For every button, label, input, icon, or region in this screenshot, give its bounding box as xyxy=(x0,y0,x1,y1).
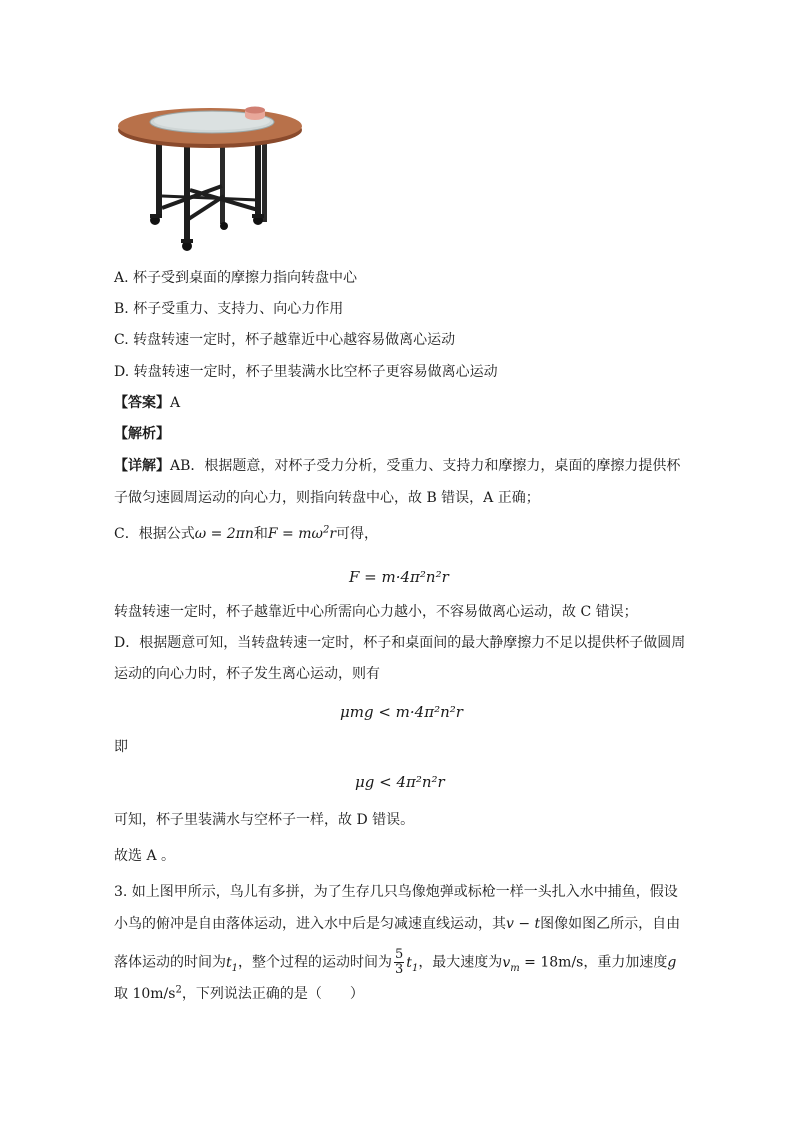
q3-vt-symbol: v − t xyxy=(506,916,541,932)
formula-force-b: r xyxy=(329,526,337,542)
q3-line4-sup: 2 xyxy=(175,984,182,996)
detail-c-suffix: 可得， xyxy=(336,526,379,542)
q3-g-symbol: g xyxy=(667,954,677,971)
detail-c-line xyxy=(114,524,378,544)
question3-line-3 xyxy=(114,948,676,977)
detail-line-2: 子做匀速圆周运动的向心力，则指向转盘中心，故 B 错误，A 正确； xyxy=(114,490,540,506)
detail-c-prefix: C．根据公式 xyxy=(114,526,195,542)
turntable-table-image xyxy=(112,100,307,252)
question3-line-2 xyxy=(114,914,680,934)
q3-line2-a: 小鸟的俯冲是自由落体运动，进入水中后是匀减速直线运动，其 xyxy=(114,916,506,932)
equation-2: μmg < m·4π²n²r xyxy=(340,703,463,721)
q3-t1-symbol xyxy=(226,954,239,974)
detail-line-1 xyxy=(114,456,680,476)
detail-d-line-2: 运动的向心力时，杯子发生离心运动，则有 xyxy=(114,666,380,682)
ji-word: 即 xyxy=(114,739,128,755)
q3-t1-sub: 1 xyxy=(231,962,239,974)
option-d: D. 转盘转速一定时，杯子里装满水比空杯子更容易做离心运动 xyxy=(114,364,498,380)
formula-force-a: F = mω xyxy=(267,526,323,542)
answer-line xyxy=(114,393,180,413)
question3-line-1: 3. 如上图甲所示，鸟儿有多拼，为了生存几只鸟像炮弹或标枪一样一头扎入水中捕鱼，假设 xyxy=(114,884,678,900)
detail-tag: 【详解】 xyxy=(114,458,170,474)
equation-1: F = m·4π²n²r xyxy=(349,568,449,586)
question3-line-4 xyxy=(114,984,364,1004)
analysis-tag-text: 【解析】 xyxy=(114,426,170,442)
answer-tag: 【答案】 xyxy=(114,395,170,411)
detail-d-line-1: D．根据题意可知，当转盘转速一定时，杯子和桌面间的最大静摩擦力不足以提供杯子做圆周 xyxy=(114,635,686,651)
q3-fraction-numerator: 5 xyxy=(395,947,404,962)
q3-t1-base: t xyxy=(226,954,232,971)
detail-c-conclusion: 转盘转速一定时，杯子越靠近中心所需向心力越小，不容易做离心运动，故 C 错误； xyxy=(114,604,638,620)
q3-line2-b: 图像如图乙所示，自由 xyxy=(540,916,681,932)
q3-line4-b: ，下列说法正确的是（ ） xyxy=(181,986,364,1002)
q3-fraction xyxy=(394,948,404,977)
q3-vm-sub: m xyxy=(510,962,520,974)
q3-t1b-symbol xyxy=(406,954,419,974)
detail-ab-text: AB．根据题意，对杯子受力分析，受重力、支持力和摩擦力，桌面的摩擦力提供杯 xyxy=(170,458,681,474)
equation-3: μg < 4π²n²r xyxy=(355,773,445,791)
option-b: B. 杯子受重力、支持力、向心力作用 xyxy=(114,301,344,317)
formula-force xyxy=(268,526,336,542)
formula-force-sup: 2 xyxy=(322,524,330,536)
answer-value: A xyxy=(170,395,181,411)
detail-d-conclusion: 可知，杯子里装满水与空杯子一样，故 D 错误。 xyxy=(114,812,415,828)
option-c: C. 转盘转速一定时，杯子越靠近中心越容易做离心运动 xyxy=(114,332,456,348)
q3-vm-value: = 18m/s xyxy=(519,954,584,971)
final-choice: 故选 A 。 xyxy=(114,848,176,864)
q3-line4-a: 取 10m/s xyxy=(114,986,176,1002)
option-a: A. 杯子受到桌面的摩擦力指向转盘中心 xyxy=(114,270,358,286)
q3-t1b-sub: 1 xyxy=(411,962,419,974)
q3-line3-a: 落体运动的时间为 xyxy=(114,954,226,971)
formula-omega: ω = 2πn xyxy=(194,526,254,542)
detail-c-and: 和 xyxy=(253,526,268,542)
q3-t1b-base: t xyxy=(406,954,412,971)
q3-fraction-denominator: 3 xyxy=(395,962,404,977)
q3-line3-b: ，整个过程的运动时间为 xyxy=(238,954,393,971)
q3-line3-d: ，重力加速度 xyxy=(583,954,668,971)
analysis-tag xyxy=(114,424,170,444)
q3-vm-base: v xyxy=(502,954,511,971)
q3-vm-symbol xyxy=(502,954,520,974)
q3-line3-c: ，最大速度为 xyxy=(418,954,503,971)
